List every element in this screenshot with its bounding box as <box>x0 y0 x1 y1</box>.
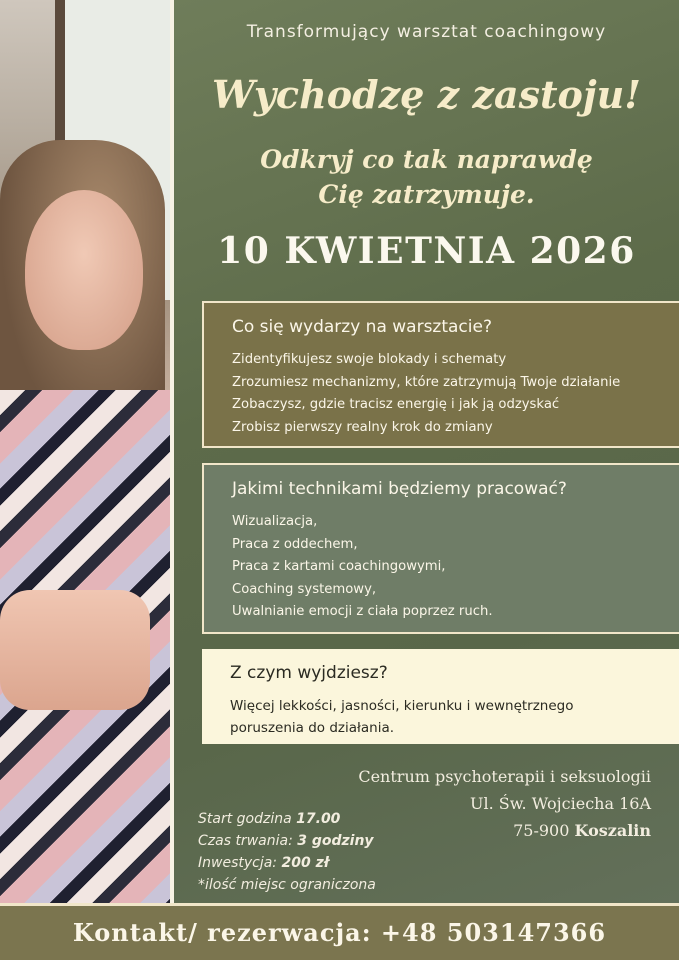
face-shape <box>25 190 143 350</box>
list-item: Zidentyfikujesz swoje blokady i schematy <box>232 352 507 367</box>
venue-city-line <box>358 817 651 844</box>
list-item: Praca z oddechem, <box>232 536 358 552</box>
outcome-heading: Z czym wyjdziesz? <box>230 663 388 683</box>
techniques-heading: Jakimi technikami będziemy pracować? <box>232 479 567 499</box>
list-item: Uwalnianie emocji z ciała poprzez ruch. <box>232 604 493 619</box>
venue-city: Koszalin <box>574 821 651 840</box>
duration <box>198 830 376 852</box>
outcome-line-1: Więcej lekkości, jasności, kierunku i wewnętrznego <box>230 698 574 714</box>
list-item: Zrozumiesz mechanizmy, które zatrzymują Twoje działanie <box>232 374 621 390</box>
start-value: 17.00 <box>296 811 341 827</box>
price-value: 200 zł <box>281 855 329 871</box>
presenter-photo <box>0 0 170 903</box>
price <box>198 852 376 874</box>
workshop-title: Wychodzę z zastoju! <box>212 72 641 117</box>
contact-phone[interactable]: Kontakt/ rezerwacja: +48 503147366 <box>72 918 607 947</box>
list-item: Zobaczysz, gdzie tracisz energię i jak ją odzyskać <box>232 397 560 412</box>
what-happens-list <box>232 349 679 439</box>
outcome-line-2: poruszenia do działania. <box>230 720 395 736</box>
event-details <box>198 808 376 896</box>
list-item: Wizualizacja, <box>232 514 318 529</box>
start-label: Start godzina <box>198 811 292 827</box>
contact-footer <box>0 903 679 960</box>
tagline-line-2: Cię zatrzymuje. <box>318 180 535 209</box>
workshop-subtitle: Transformujący warsztat coachingowy <box>246 22 607 42</box>
list-item: Zrobisz pierwszy realny krok do zmiany <box>232 419 493 435</box>
start-time <box>198 808 376 830</box>
tagline <box>174 142 679 212</box>
price-label: Inwestycja: <box>198 855 278 871</box>
duration-value: 3 godziny <box>297 833 374 849</box>
venue-name: Centrum psychoterapii i seksuologii <box>358 767 651 786</box>
what-happens-box <box>202 301 679 448</box>
duration-label: Czas trwania: <box>198 833 293 849</box>
list-item: Coaching systemowy, <box>232 581 377 597</box>
venue-address <box>358 763 651 844</box>
venue-street: Ul. Św. Wojciecha 16A <box>469 794 651 813</box>
crossed-arms <box>0 590 150 710</box>
venue-zip: 75-900 <box>513 821 570 840</box>
event-date: 10 KWIETNIA 2026 <box>217 230 636 272</box>
list-item: Praca z kartami coachingowymi, <box>232 559 446 574</box>
outcome-box <box>202 649 679 744</box>
content-panel <box>174 0 679 903</box>
techniques-list <box>232 511 679 624</box>
tagline-line-1: Odkryj co tak naprawdę <box>260 145 593 174</box>
limited-seats-note: *ilość miejsc ograniczona <box>198 877 376 893</box>
techniques-box <box>202 463 679 634</box>
what-happens-heading: Co się wydarzy na warsztacie? <box>232 317 492 337</box>
